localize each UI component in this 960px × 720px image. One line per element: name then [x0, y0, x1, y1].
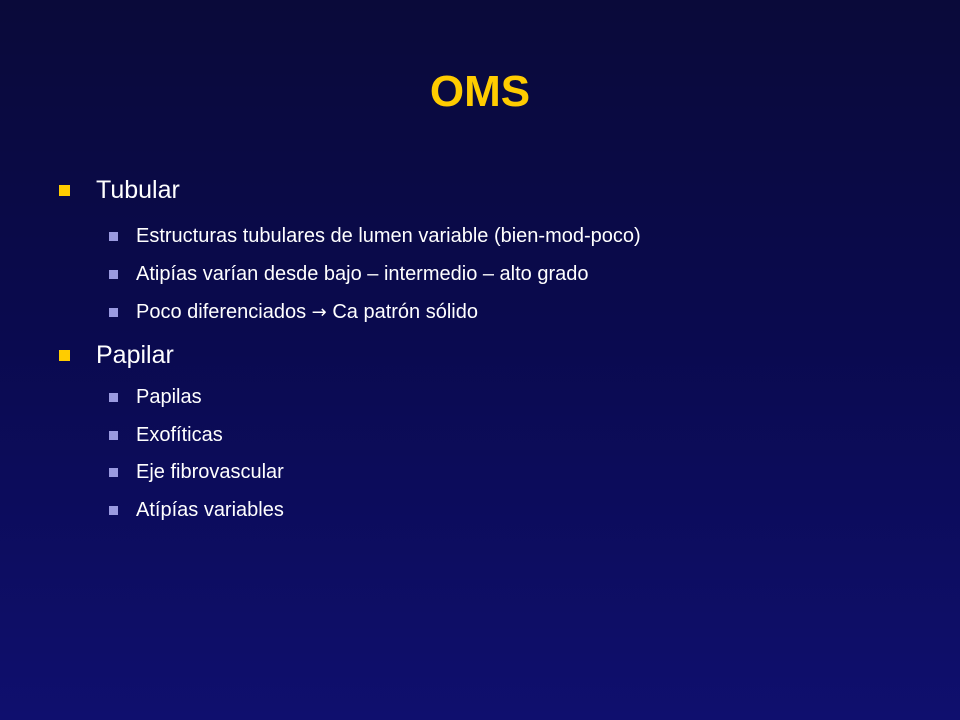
square-bullet-icon	[109, 468, 118, 477]
list-item	[136, 262, 589, 286]
list-item-text: Eje fibrovascular	[136, 461, 284, 483]
list-item	[136, 224, 641, 248]
list-item-text-after: Ca patrón sólido	[332, 301, 478, 323]
list-item-text: Atipías varían desde bajo – intermedio – alto grado	[136, 263, 589, 285]
square-bullet-icon	[109, 506, 118, 515]
heading-text: Papilar	[96, 341, 174, 369]
square-bullet-icon	[59, 350, 70, 361]
square-bullet-icon	[109, 393, 118, 402]
square-bullet-icon	[109, 232, 118, 241]
list-item	[136, 460, 284, 484]
section-heading-tubular	[96, 175, 180, 205]
list-item	[136, 423, 223, 447]
list-item-text: Estructuras tubulares de lumen variable (bien-mod-poco)	[136, 225, 641, 247]
square-bullet-icon	[109, 270, 118, 279]
slide-title: OMS	[429, 67, 531, 116]
list-item-text: Exofíticas	[136, 424, 223, 446]
list-item	[136, 498, 284, 522]
section-heading-papilar	[96, 340, 174, 370]
right-arrow-icon: →	[311, 302, 327, 323]
square-bullet-icon	[109, 308, 118, 317]
list-item	[136, 300, 478, 325]
list-item-text: Papilas	[136, 386, 202, 408]
heading-text: Tubular	[96, 176, 180, 204]
square-bullet-icon	[59, 185, 70, 196]
list-item-text: Atípías variables	[136, 499, 284, 521]
list-item	[136, 385, 202, 409]
square-bullet-icon	[109, 431, 118, 440]
list-item-text-before: Poco diferenciados	[136, 301, 307, 323]
